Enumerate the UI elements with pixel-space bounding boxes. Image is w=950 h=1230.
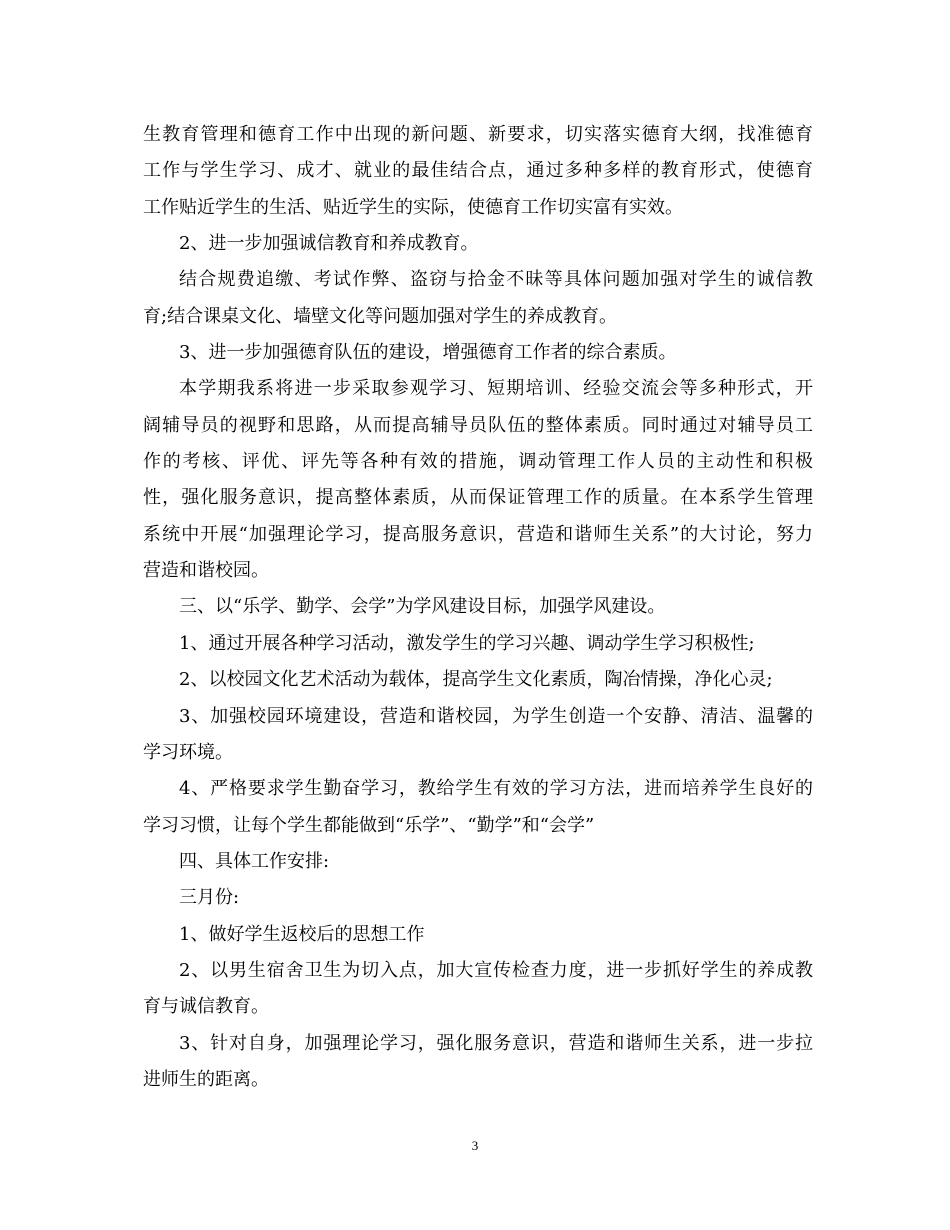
text-line: 3、针对自身，加强理论学习，强化服务意识，营造和谐师生关系，进一步拉 [179, 1032, 813, 1054]
text-line: 1、通过开展各种学习活动，激发学生的学习兴趣、调动学生学习积极性; [179, 632, 755, 654]
text-line: 作的考核、评优、评先等各种有效的措施，调动管理工作人员的主动性和积极 [143, 451, 813, 473]
text-line: 育;结合课桌文化、墙壁文化等问题加强对学生的养成教育。 [143, 305, 618, 327]
text-line: 阔辅导员的视野和思路，从而提高辅导员队伍的整体素质。同时通过对辅导员工 [143, 414, 813, 436]
text-line: 2、进一步加强诚信教育和养成教育。 [179, 233, 479, 255]
text-line: 育与诚信教育。 [143, 996, 269, 1018]
text-line: 学习习惯，让每个学生都能做到“乐学”、“勤学”和“会学” [143, 814, 595, 836]
text-line: 工作贴近学生的生活、贴近学生的实际，使德育工作切实富有实效。 [143, 196, 683, 218]
text-line: 营造和谐校园。 [143, 560, 269, 582]
text-line: 工作与学生学习、成才、就业的最佳结合点，通过多种多样的教育形式，使德育 [143, 160, 813, 182]
text-line: 进师生的距离。 [143, 1068, 269, 1090]
text-line: 2、以男生宿舍卫生为切入点，加大宣传检查力度，进一步抓好学生的养成教 [179, 959, 813, 981]
document-body [143, 117, 813, 1098]
text-line: 三、以“乐学、勤学、会学”为学风建设目标，加强学风建设。 [179, 596, 666, 618]
text-line: 四、具体工作安排: [179, 850, 330, 872]
text-line: 性，强化服务意识，提高整体素质，从而保证管理工作的质量。在本系学生管理 [143, 487, 813, 509]
text-line: 生教育管理和德育工作中出现的新问题、新要求，切实落实德育大纲，找准德育 [143, 124, 813, 145]
text-line: 3、进一步加强德育队伍的建设，增强德育工作者的综合素质。 [179, 342, 677, 364]
text-line: 学习环境。 [143, 741, 233, 763]
text-line: 3、加强校园环境建设，营造和谐校园，为学生创造一个安静、清洁、温馨的 [179, 705, 813, 727]
text-line: 2、以校园文化艺术活动为载体，提高学生文化素质，陶冶情操，净化心灵; [179, 669, 773, 691]
text-line: 系统中开展“加强理论学习，提高服务意识，营造和谐师生关系”的大讨论，努力 [143, 523, 813, 545]
text-line: 1、做好学生返校后的思想工作 [179, 923, 425, 945]
text-line: 结合规费追缴、考试作弊、盗窃与拾金不昧等具体问题加强对学生的诚信教 [179, 269, 813, 291]
page-number: 3 [471, 1138, 479, 1153]
text-line: 三月份: [179, 887, 240, 909]
text-line: 4、严格要求学生勤奋学习，教给学生有效的学习方法，进而培养学生良好的 [179, 778, 813, 800]
text-line: 本学期我系将进一步采取参观学习、短期培训、经验交流会等多种形式，开 [179, 378, 813, 400]
